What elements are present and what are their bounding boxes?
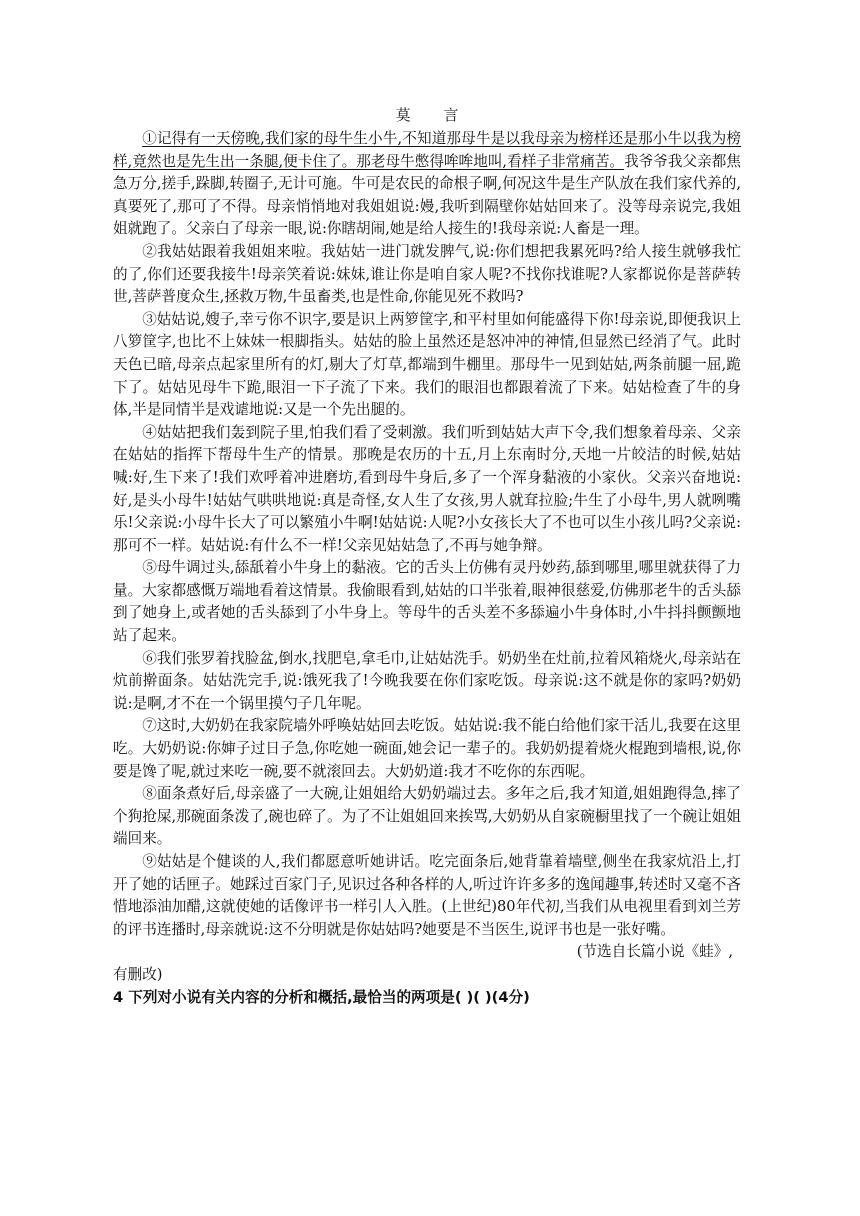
- paragraph-text: 我爷爷我父亲都焦急万分,搓手,跺脚,转圈子,无计可施。牛可是农民的命根子啊,何况这牛是生产队放在我们家代养的,真要死了,那可了不得。母亲悄悄地对我姐姐说:嫚,我听到隔壁你姑姑回来了。没等母亲说完,我姐姐就跑了。父亲白了母亲一眼,说:你瞎胡闹,她是给人接生的!我母亲说:人畜是一理。: [113, 152, 741, 238]
- question-4: 4 下列对小说有关内容的分析和概括,最恰当的两项是( )( )(4分): [113, 988, 530, 1006]
- paragraph-5: ⑤母牛调过头,舔舐着小牛身上的黏液。它的舌头上仿佛有灵丹妙药,舔到哪里,哪里就获得了力量。大家都感慨万端地看着这情景。我偷眼看到,姑姑的口半张着,眼神很慈爱,仿佛那老牛的舌头舔到了她身上,或者她的舌头舔到了小牛身上。等母牛的舌头差不多舔遍小牛身体时,小牛抖抖颤颤地站了起来。: [113, 559, 741, 645]
- source-citation-tail: 有删改): [113, 965, 163, 983]
- paragraph-9: ⑨姑姑是个健谈的人,我们都愿意听她讲话。吃完面条后,她背靠着墙壁,侧坐在我家炕沿上,打开了她的话匣子。她踩过百家门子,见识过各种各样的人,听过许许多多的逸闻趣事,转述时又毫不吝惜地添油加醋,这就使她的话像评书一样引人入胜。(上世纪)80年代初,当我们从电视里看到刘兰芳的评书连播时,母亲就说:这不分明就是你姑姑吗?她要是不当医生,说评书也是一张好嘴。: [113, 853, 741, 938]
- paragraph-7: ⑦这时,大奶奶在我家院墙外呼唤姑姑回去吃饭。姑姑说:我不能白给他们家干活儿,我要在这里吃。大奶奶说:你婶子过日子急,你吃她一碗面,她会记一辈子的。我奶奶提着烧火棍跑到墙根,说,你要是馋了呢,就过来吃一碗,要不就滚回去。大奶奶道:我才不吃你的东西呢。: [113, 717, 741, 780]
- paragraph-8: ⑧面条煮好后,母亲盛了一大碗,让姐姐给大奶奶端过去。多年之后,我才知道,姐姐跑得急,摔了个狗抢屎,那碗面条泼了,碗也碎了。为了不让姐姐回来挨骂,大奶奶从自家碗橱里找了一个碗让姐姐端回来。: [113, 785, 741, 848]
- document-page: [113, 104, 741, 1009]
- article-title: 莫 言: [395, 106, 473, 124]
- paragraph-2: ②我姑姑跟着我姐姐来啦。我姑姑一进门就发脾气,说:你们想把我累死吗?给人接生就够我忙的了,你们还要我接牛!母亲笑着说:妹妹,谁让你是咱自家人呢?不找你找谁呢?人家都说你是菩萨转世,菩萨普度众生,拯救万物,牛虽畜类,也是性命,你能见死不救吗?: [113, 242, 741, 306]
- paragraph-4: ④姑姑把我们轰到院子里,怕我们看了受刺激。我们听到姑姑大声下令,我们想象着母亲、父亲在姑姑的指挥下帮母牛生产的情景。那晚是农历的十五,月上东南时分,天地一片皎洁的时候,姑姑喊:好,生下来了!我们欢呼着冲进磨坊,看到母牛身后,多了一个浑身黏液的小家伙。父亲兴奋地说:好,是头小母牛!姑姑气哄哄地说:真是奇怪,女人生了女孩,男人就耷拉脸;牛生了小母牛,男人就咧嘴乐!父亲说:小母牛长大了可以繁殖小牛啊!姑姑说:人呢?小女孩长大了不也可以生小孩儿吗?父亲说:那可不一样。姑姑说:有什么不一样!父亲见姑姑急了,不再与她争辩。: [113, 423, 741, 554]
- paragraph-1: [113, 128, 741, 241]
- underlined-sentence: ①记得有一天傍晚,我们家的母牛生小牛,不知道那母牛是以我母亲为榜样还是那小牛以我为榜样,竟然也是先生出一条腿,便卡住了。那老母牛憋得哞哞地叫,看样子非常痛苦。: [113, 130, 741, 170]
- source-citation: (节选自长篇小说《蛙》,: [576, 943, 733, 961]
- paragraph-6: ⑥我们张罗着找脸盆,倒水,找肥皂,拿毛巾,让姑姑洗手。奶奶坐在灶前,拉着风箱烧火,母亲站在炕前擀面条。姑姑洗完手,说:饿死我了!今晚我要在你们家吃饭。母亲说:这不就是你的家吗?奶奶说:是啊,才不在一个锅里摸勺子几年呢。: [113, 649, 741, 712]
- paragraph-3: ③姑姑说,嫂子,幸亏你不识字,要是识上两箩筐字,和平村里如何能盛得下你!母亲说,即便我识上八箩筐字,也比不上妹妹一根脚指头。姑姑的脸上虽然还是怒冲冲的神情,但显然已经消了气。此时天色已暗,母亲点起家里所有的灯,剔大了灯草,都端到牛棚里。那母牛一见到姑姑,两条前腿一屈,跪下了。姑姑见母牛下跪,眼泪一下子流了下来。我们的眼泪也都跟着流了下来。姑姑检查了牛的身体,半是同情半是戏谑地说:又是一个先出腿的。: [113, 310, 741, 419]
